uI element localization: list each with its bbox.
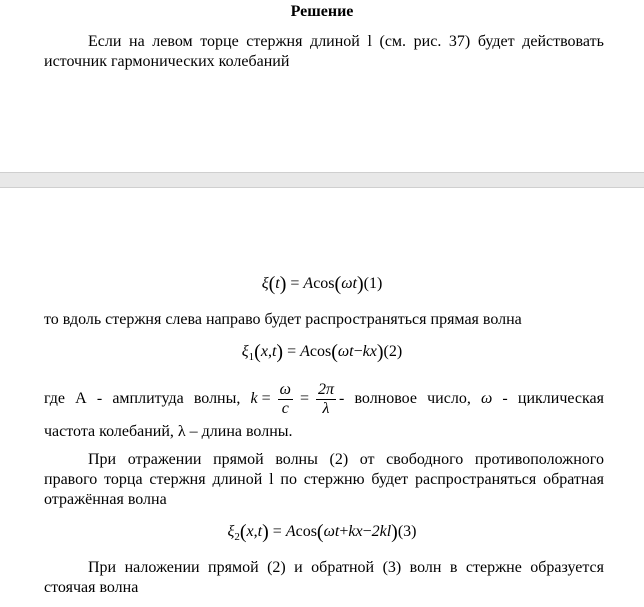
word: При [88, 559, 117, 576]
document-page-bottom [0, 188, 644, 607]
word: волн [409, 559, 442, 576]
word: длиной [212, 471, 263, 488]
word: правого [44, 471, 98, 488]
section-heading: Решение [290, 3, 354, 20]
paragraph-4-line-2 [44, 470, 604, 490]
equation-2-label: (2) [383, 343, 403, 360]
equation-3: $\xi_2(x,t) = Acos(\omega t+kx-2kl)(3)$ [227, 521, 417, 543]
word: будет [477, 33, 515, 50]
paragraph-5-line-1 [88, 558, 604, 578]
equation-3-label: (3) [397, 523, 417, 540]
paragraph-1-line-2: источник гармонических колебаний [44, 53, 290, 70]
word: стержне [465, 559, 522, 576]
word: волны [275, 451, 318, 468]
wave-number-formula: k = $\frac{\omega}{c}$ = $\frac{2\pi}{\lambda}$ - [250, 380, 345, 417]
word: прямой [208, 559, 259, 576]
word: рис. [413, 33, 442, 50]
word: образуется [530, 559, 604, 576]
word: Если [88, 33, 122, 50]
paragraph-3-line-2: частота колебаний, λ – длина волны. [44, 423, 293, 440]
word: При [88, 451, 117, 468]
page-break-gap [0, 172, 644, 188]
word: торца [104, 471, 143, 488]
paragraph-2: то вдоль стержня слева направо будет распространяться прямая волна [44, 311, 522, 328]
word: обратная [543, 471, 604, 488]
word: свободного [386, 451, 464, 468]
word: распространяться [415, 471, 537, 488]
word: стержня [149, 471, 206, 488]
word: (2) [267, 559, 286, 576]
word: наложении [124, 559, 200, 576]
paragraph-1-line-1 [88, 32, 604, 52]
word: противоположного [474, 451, 604, 468]
paragraph-3-line-1: где А - амплитуда волны, k = $\frac{\omega}{c}$ = $\frac{2\pi}{\lambda}$ - волновое число, ω - циклическая [44, 380, 604, 417]
word: торце [200, 33, 239, 50]
word: стержня [246, 33, 303, 50]
word: по [280, 471, 297, 488]
fraction-2pi-over-lambda: $\frac{2\pi}{\lambda}$ [317, 380, 334, 417]
word: левом [152, 33, 193, 50]
paragraph-4-line-3: отражённая волна [44, 491, 167, 508]
equation-2: $\xi_1(x,t) = Acos(\omega t-kx)(2)$ [241, 341, 403, 363]
equation-1-label: (1) [363, 275, 383, 292]
word: стержню [303, 471, 365, 488]
word: обратной [311, 559, 375, 576]
word: отражении [127, 451, 202, 468]
word: длиной [310, 33, 360, 50]
paragraph-5-line-2: стоячая волна [44, 579, 139, 596]
word: прямой [213, 451, 264, 468]
paragraph-4-line-1 [88, 450, 604, 470]
document-page-top [0, 0, 644, 172]
word: и [294, 559, 303, 576]
word: на [129, 33, 145, 50]
word: действовать [522, 33, 604, 50]
word: 37) [448, 33, 471, 50]
word: (2) [329, 451, 349, 468]
word: l [367, 33, 372, 50]
word: (3) [382, 559, 402, 576]
equation-1: ξ(t) = Acos(ωt)(1) [261, 273, 383, 295]
word: от [359, 451, 375, 468]
word: (см. [379, 33, 407, 50]
word: l [269, 471, 274, 488]
fraction-omega-over-c: $\frac{\omega}{c}$ [279, 380, 291, 417]
word: в [449, 559, 458, 576]
word: будет [371, 471, 409, 488]
